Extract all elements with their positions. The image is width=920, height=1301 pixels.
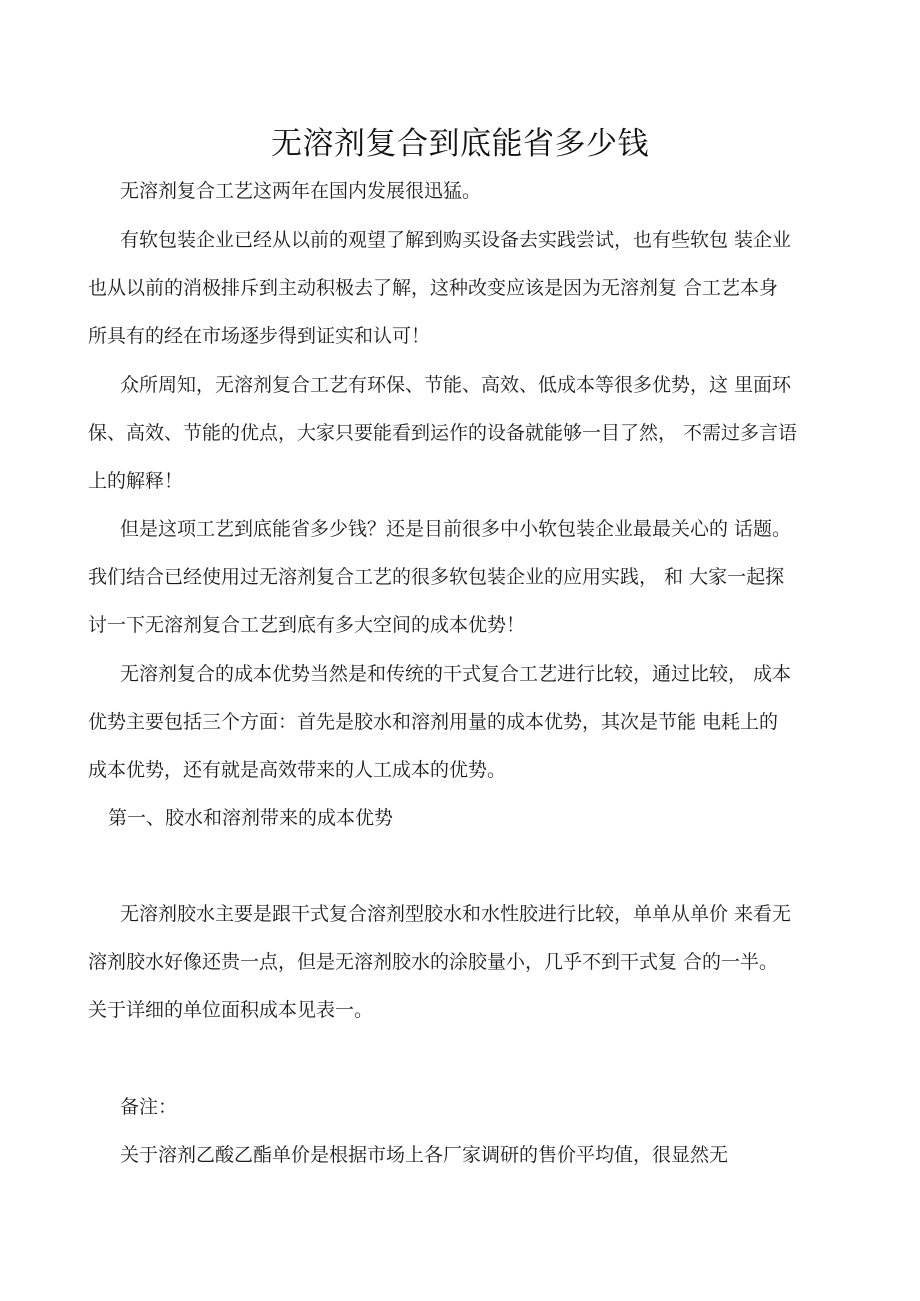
paragraph-3-line-3: 上的解释！ — [88, 470, 184, 492]
paragraph-3-line-1: 众所周知，无溶剂复合工艺有环保、节能、高效、低成本等很多优势，这 里面环 — [120, 374, 792, 396]
paragraph-2-line-2: 也从以前的消极排斥到主动积极去了解，这种改变应该是因为无溶剂复 合工艺本身 — [88, 277, 779, 299]
paragraph-4-line-3: 讨一下无溶剂复合工艺到底有多大空间的成本优势！ — [88, 614, 526, 636]
paragraph-1-line-1: 无溶剂复合工艺这两年在国内发展很迅猛。 — [120, 180, 482, 202]
note-label: 备注： — [120, 1096, 178, 1118]
document-title: 无溶剂复合到底能省多少钱 — [271, 126, 649, 162]
section-paragraph-line-1: 无溶剂胶水主要是跟干式复合溶剂型胶水和水性胶进行比较，单单从单价 来看无 — [120, 903, 792, 925]
note-text: 关于溶剂乙酸乙酯单价是根据市场上各厂家调研的售价平均值，很显然无 — [120, 1144, 729, 1166]
paragraph-5-line-3: 成本优势，还有就是高效带来的人工成本的优势。 — [88, 759, 507, 781]
section-paragraph-line-2: 溶剂胶水好像还贵一点，但是无溶剂胶水的涂胶量小，几乎不到干式复 合的一半。 — [88, 951, 779, 973]
section-paragraph-line-3: 关于详细的单位面积成本见表一。 — [88, 999, 374, 1021]
paragraph-4-line-2: 我们结合已经使用过无溶剂复合工艺的很多软包装企业的应用实践， 和 大家一起探 — [88, 566, 785, 588]
section-heading: 第一、胶水和溶剂带来的成本优势 — [108, 807, 394, 829]
paragraph-2-line-3: 所具有的经在市场逐步得到证实和认可！ — [88, 325, 431, 347]
paragraph-5-line-2: 优势主要包括三个方面：首先是胶水和溶剂用量的成本优势，其次是节能 电耗上的 — [88, 711, 779, 733]
paragraph-3-line-2: 保、高效、节能的优点，大家只要能看到运作的设备就能够一目了然， 不需过多言语 — [88, 422, 798, 444]
paragraph-5-line-1: 无溶剂复合的成本优势当然是和传统的干式复合工艺进行比较，通过比较， 成本 — [120, 663, 792, 685]
paragraph-2-line-1: 有软包装企业已经从以前的观望了解到购买设备去实践尝试，也有些软包 装企业 — [120, 229, 792, 251]
paragraph-4-line-1: 但是这项工艺到底能省多少钱？还是目前很多中小软包装企业最最关心的 话题。 — [120, 518, 792, 540]
